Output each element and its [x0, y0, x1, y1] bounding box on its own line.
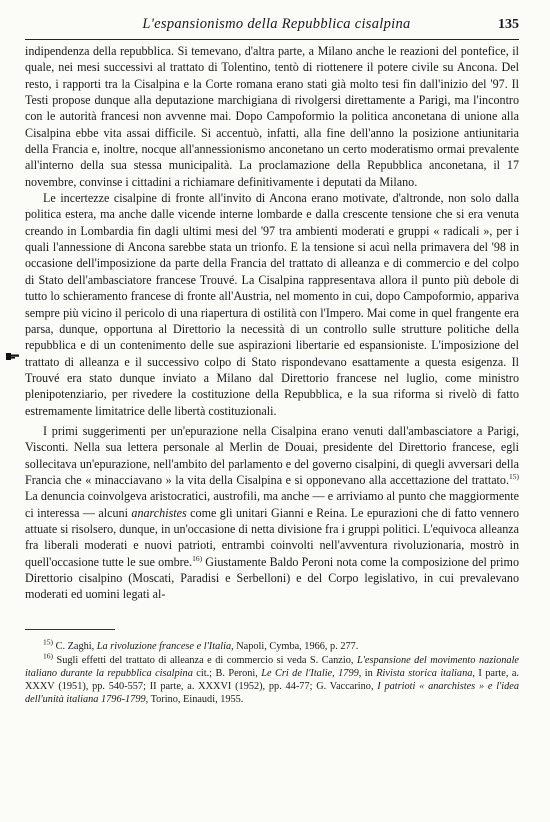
- header-rule: [25, 39, 519, 40]
- running-head: [25, 14, 519, 34]
- paragraph-1: indipendenza della repubblica. Si temevano, d'altra parte, a Milano anche le reazioni del pontefice, il quale, nei mesi successivi al trattato di Tolentino, tentò di riottenere il potere civile su Ancona. Del resto, i rapporti tra la Cisalpina e la Corte romana erano stati già molto tesi fin dall'inizio del '97. Il Testi propose dunque alla deputazione marchigiana di rivolgersi direttamente a Parigi, ma l'incontro con le autorità francesi non avvenne mai. Dopo Campoformio la politica anconetana di unione alla Cisalpina ebbe vita assai difficile. Si accentuò, infatti, alla fine dell'anno la posizione antiunitaria della Francia e, inoltre, nocque all'annessionismo anconetano un certo moderatismo ormai prevalente all'interno della sua stessa municipalità. La proclamazione della Repubblica anconetana, il 17 novembre, convinse i cittadini a richiamare definitivamente i deputati da Milano.: [25, 44, 519, 189]
- footnote-ref-15: 15): [509, 471, 519, 481]
- footnote-rule: [25, 629, 115, 630]
- footnote-16-title-1: L'espansione del movimento nazionale italiano durante la repubblica cisalpina: [25, 654, 519, 679]
- page-number: 135: [498, 17, 519, 32]
- footnote-15-title: La rivoluzione francese e l'Italia: [96, 640, 232, 652]
- italic-term: anarchistes: [131, 505, 187, 520]
- footnote-16-title-4: I patrioti « anarchistes » e l'idea dell'unità italiana 1796-1799: [25, 680, 519, 706]
- footnote-16-text-d: , I parte, a. XXXV (1951), pp. 540-557; II parte, a. XXXVI (1952), pp. 44-77; G. Vaccarino,: [25, 667, 520, 692]
- paragraph-3-part-d: Giustamente Baldo Peroni nota come la composizione del primo Direttorio cisalpino (Moscati, Paradisi e Serbelloni) e del Corpo legislativo, in cui prevalevano moderati ed uomini legati al-: [25, 554, 519, 602]
- footnote-16-text-e: , Torino, Einaudi, 1955.: [145, 694, 244, 706]
- footnote-16-text-a: Sugli effetti del trattato di alleanza e di commercio si veda S. Canzio,: [56, 654, 357, 666]
- paragraph-3: [25, 423, 519, 603]
- footnote-15-number: 15): [43, 637, 53, 647]
- footnote-16: [25, 651, 520, 706]
- footnote-15: [25, 637, 519, 653]
- footnote-16-text-b: cit.; B. Peroni,: [192, 667, 262, 679]
- body-text: [25, 43, 519, 603]
- footnote-15-author: C. Zaghi,: [55, 640, 95, 652]
- footnote-16-number: 16): [43, 651, 53, 661]
- footnote-ref-16: 16): [192, 553, 203, 563]
- footnote-16-text-c: , in: [358, 667, 377, 679]
- paragraph-2: Le incertezze cisalpine di fronte all'invito di Ancona erano motivate, d'altronde, non solo dalla politica estera, ma anche dalle vicende interne lombarde e dalla crescente tensione che si era venuta creando in Lombardia fin dagli ultimi mesi del '97 tra ambienti moderati e gruppi « radicali », per i quali l'annessione di Ancona sarebbe stata un trionfo. E la tensione si acuì nella primavera del '98 in occasione dell'imposizione da parte della Francia del trattato di alleanza e di commercio e del colpo di Stato dell'ambasciatore francese Trouvé. La Cisalpina rappresentava allora il punto più debole di tutto lo schieramento francese di fronte all'Austria, nel momento in cui, dopo Campoformio, appariva sempre più vicino il pericolo di una riapertura di ostilità con l'Impero. Mai come in quel frangente era parsa, dunque, opportuna al Direttorio la necessità di un controllo sulle strutture politiche della repubblica e di un contenimento delle sue aspirazioni libertarie ed espansioniste. L'imposizione del trattato di alleanza e il successivo colpo di Stato rispondevano esattamente a questa esigenza. Il Trouvé era stato dunque inviato a Milano dal Direttorio francese nel luglio, come ministro plenipotenziario, per rivedere la costituzione della Repubblica, e la sua riforma si rivelò di fatto estremamente limitatrice delle libertà costituzionali.: [25, 191, 519, 418]
- footnote-16-title-2: Le Cri de l'Italie, 1799: [261, 667, 359, 679]
- running-title: L'espansionismo della Repubblica cisalpina: [142, 16, 411, 32]
- footnote-15-rest: , Napoli, Cymba, 1966, p. 277.: [231, 640, 359, 652]
- paragraph-3-part-b: La denuncia coinvolgeva aristocratici, austrofili, ma anche — e arriviamo al punto che maggiormente ci interessa — alcuni: [25, 489, 519, 520]
- paragraph-3-part-c: come gli unitari Gianni e Reina. Le epurazioni che di fatto vennero attuate si risolsero, dunque, in un'occasione di netta divisione fra i gruppi politici. L'equivoca alleanza fra liberali moderati e nuovi patrioti, entrambi coinvolti nell'avventura rivoluzionaria, mostrò in quell'occasione tutte le sue ombre.: [25, 505, 520, 569]
- paragraph-3-part-a: I primi suggerimenti per un'epurazione nella Cisalpina erano venuti dall'ambasciatore a Parigi, Visconti. Nella sua lettera personale al Merlin de Douai, presidente del Direttorio francese, egli sollecitava un'epurazione, nell'ambito del parlamento e del governo cisalpini, di quegli avversari della Francia che « minacciavano » la vita della Cisalpina e si opponevano alla accettazione del trattato.: [25, 423, 519, 487]
- pointing-hand-icon: [6, 352, 19, 361]
- book-page: [25, 14, 519, 707]
- footnotes: [25, 637, 520, 706]
- footnote-16-title-3: Rivista storica italiana: [376, 667, 473, 679]
